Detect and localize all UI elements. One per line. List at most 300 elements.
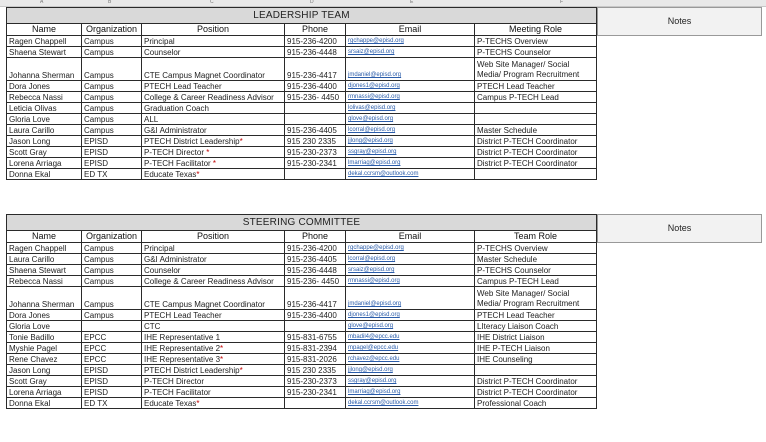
cell-role[interactable] — [475, 398, 597, 409]
cell-phone-text: 915-236-4200 — [287, 244, 337, 253]
cell-phone[interactable] — [285, 398, 346, 409]
table-row — [7, 147, 597, 158]
cell-email[interactable] — [346, 398, 475, 409]
cell-phone-text: 915-230-2373 — [287, 148, 337, 157]
cell-name[interactable] — [7, 365, 82, 376]
cell-name-text: Tonie Badillo — [9, 333, 55, 342]
cell-organization[interactable] — [82, 243, 142, 254]
cell-email-text: rgchappe@episd.org — [348, 38, 404, 44]
table-row — [7, 58, 597, 81]
cell-email[interactable] — [346, 254, 475, 265]
column-letter[interactable]: E — [410, 0, 414, 5]
table-row — [7, 136, 597, 147]
cell-name-text: Johanna Sherman — [9, 71, 75, 80]
cell-organization-text: Campus — [84, 244, 114, 253]
cell-organization[interactable] — [82, 147, 142, 158]
cell-organization-text: Campus — [84, 104, 114, 113]
cell-organization-text: Campus — [84, 255, 114, 264]
cell-email-text: mbadil4@epcc.edu — [348, 334, 400, 340]
cell-organization[interactable] — [82, 265, 142, 276]
header-position: Position — [142, 231, 285, 243]
cell-position[interactable] — [142, 287, 285, 310]
cell-organization[interactable] — [82, 276, 142, 287]
cell-position-text: College & Career Readiness Advisor — [144, 93, 274, 102]
cell-name-text: Jason Long — [9, 137, 51, 146]
cell-name-text: Laura Carillo — [9, 126, 55, 135]
cell-name[interactable] — [7, 58, 82, 81]
cell-phone[interactable] — [285, 265, 346, 276]
cell-name[interactable] — [7, 169, 82, 180]
cell-position[interactable] — [142, 81, 285, 92]
cell-position-text: Graduation Coach — [144, 104, 209, 113]
cell-email-text: jjlong@episd.org — [348, 367, 393, 373]
cell-email-text: srsaiz@episd.org — [348, 49, 395, 55]
header-position: Position — [142, 24, 285, 36]
cell-position-text: College & Career Readiness Advisor — [144, 277, 274, 286]
cell-role[interactable] — [475, 310, 597, 321]
column-letter[interactable]: A — [40, 0, 44, 5]
cell-name[interactable] — [7, 343, 82, 354]
cell-name[interactable] — [7, 332, 82, 343]
cell-name-text: Scott Gray — [9, 377, 47, 386]
cell-role[interactable] — [475, 276, 597, 287]
cell-phone[interactable] — [285, 243, 346, 254]
header-organization: Organization — [82, 231, 142, 243]
cell-role[interactable] — [475, 387, 597, 398]
cell-phone[interactable] — [285, 58, 346, 81]
cell-position-text: IHE Representative 2 — [144, 344, 221, 353]
cell-role[interactable] — [475, 81, 597, 92]
cell-email-text: jmdaniel@episd.org — [348, 301, 402, 307]
cell-role-text: P-TECHS Counselor — [477, 266, 551, 275]
cell-position[interactable] — [142, 103, 285, 114]
cell-position-text: G&I Administrator — [144, 126, 207, 135]
cell-role[interactable] — [475, 92, 597, 103]
table-row — [7, 287, 597, 310]
cell-email-text: dekal.ccrsm@outlook.com — [348, 171, 419, 177]
cell-role-text: Professional Coach — [477, 399, 547, 408]
cell-email-text: jmdaniel@episd.org — [348, 72, 402, 78]
cell-phone[interactable] — [285, 36, 346, 47]
asterisk-mark: * — [220, 344, 224, 353]
cell-phone-text: 915-831-2394 — [287, 344, 337, 353]
table-row — [7, 114, 597, 125]
cell-position-text: PTECH Lead Teacher — [144, 82, 222, 91]
cell-role-text: District P-TECH Coordinator — [477, 137, 578, 146]
table-row — [7, 92, 597, 103]
cell-position[interactable] — [142, 265, 285, 276]
cell-role-text: IHE P-TECH Liaison — [477, 344, 550, 353]
cell-role-text: Web Site Manager/ Social Media/ Program Recruitment — [477, 289, 580, 308]
cell-email[interactable] — [346, 125, 475, 136]
cell-role[interactable] — [475, 147, 597, 158]
cell-position-text: Educate Texas — [144, 170, 197, 179]
cell-organization-text: Campus — [84, 93, 114, 102]
cell-position[interactable] — [142, 114, 285, 125]
cell-email[interactable] — [346, 58, 475, 81]
cell-email-text: lmarriag@episd.org — [348, 160, 401, 166]
cell-email-text: lcorral@episd.org — [348, 256, 396, 262]
cell-position[interactable] — [142, 376, 285, 387]
cell-phone[interactable] — [285, 387, 346, 398]
steering-committee-table — [6, 214, 597, 409]
cell-organization-text: EPCC — [84, 333, 107, 342]
cell-phone[interactable] — [285, 321, 346, 332]
cell-phone-text: 915-236-4417 — [287, 300, 337, 309]
cell-email-text: ssgray@episd.org — [348, 378, 397, 384]
cell-role-text: Campus P-TECH Lead — [477, 277, 559, 286]
cell-name[interactable] — [7, 47, 82, 58]
cell-phone-text: 915-236-4400 — [287, 82, 337, 91]
cell-position[interactable] — [142, 36, 285, 47]
cell-organization-text: Campus — [84, 126, 114, 135]
cell-role-text: District P-TECH Coordinator — [477, 388, 578, 397]
cell-phone-text: 915-236- 4450 — [287, 93, 340, 102]
cell-phone[interactable] — [285, 125, 346, 136]
cell-phone[interactable] — [285, 103, 346, 114]
cell-phone[interactable] — [285, 376, 346, 387]
cell-phone[interactable] — [285, 310, 346, 321]
notes-header[interactable]: Notes — [597, 214, 762, 243]
cell-position[interactable] — [142, 58, 285, 81]
cell-name[interactable] — [7, 376, 82, 387]
cell-phone[interactable] — [285, 158, 346, 169]
cell-role[interactable] — [475, 376, 597, 387]
cell-role[interactable] — [475, 287, 597, 310]
cell-role[interactable] — [475, 332, 597, 343]
cell-name[interactable] — [7, 354, 82, 365]
cell-organization-text: Campus — [84, 300, 114, 309]
cell-phone[interactable] — [285, 92, 346, 103]
cell-organization[interactable] — [82, 47, 142, 58]
notes-header[interactable]: Notes — [597, 7, 762, 36]
cell-organization[interactable] — [82, 343, 142, 354]
cell-organization[interactable] — [82, 310, 142, 321]
cell-role-text: P-TECHS Overview — [477, 37, 548, 46]
header-phone: Phone — [285, 24, 346, 36]
cell-position-text: Counselor — [144, 48, 181, 57]
cell-organization[interactable] — [82, 354, 142, 365]
cell-organization[interactable] — [82, 136, 142, 147]
cell-organization-text: Campus — [84, 266, 114, 275]
cell-name-text: Dora Jones — [9, 82, 50, 91]
cell-position[interactable] — [142, 125, 285, 136]
cell-role[interactable] — [475, 321, 597, 332]
cell-organization-text: EPISD — [84, 377, 109, 386]
cell-organization-text: ED TX — [84, 170, 108, 179]
cell-email[interactable] — [346, 136, 475, 147]
cell-email[interactable] — [346, 276, 475, 287]
cell-role[interactable] — [475, 265, 597, 276]
cell-name[interactable] — [7, 254, 82, 265]
cell-position-text: PTECH District Leadership — [144, 366, 240, 375]
cell-position-text: P-TECH Facilitator — [144, 388, 211, 397]
cell-organization-text: ED TX — [84, 399, 108, 408]
cell-role[interactable] — [475, 103, 597, 114]
cell-phone-text: 915-236-4448 — [287, 48, 337, 57]
cell-position[interactable] — [142, 147, 285, 158]
cell-position[interactable] — [142, 92, 285, 103]
cell-phone[interactable] — [285, 287, 346, 310]
cell-phone-text: 915-831-6755 — [287, 333, 337, 342]
cell-name[interactable] — [7, 310, 82, 321]
cell-name-text: Leticia Olivas — [9, 104, 57, 113]
cell-phone-text: 915-236-4200 — [287, 37, 337, 46]
cell-organization[interactable] — [82, 287, 142, 310]
cell-email[interactable] — [346, 265, 475, 276]
cell-role[interactable] — [475, 243, 597, 254]
cell-name[interactable] — [7, 287, 82, 310]
cell-organization[interactable] — [82, 321, 142, 332]
cell-position[interactable] — [142, 354, 285, 365]
cell-email[interactable] — [346, 387, 475, 398]
cell-name[interactable] — [7, 92, 82, 103]
cell-position-text: G&I Administrator — [144, 255, 207, 264]
cell-role[interactable] — [475, 36, 597, 47]
cell-position[interactable] — [142, 365, 285, 376]
cell-email[interactable] — [346, 169, 475, 180]
cell-phone[interactable] — [285, 136, 346, 147]
cell-role[interactable] — [475, 158, 597, 169]
cell-name[interactable] — [7, 265, 82, 276]
cell-position-text: IHE Representative 1 — [144, 333, 221, 342]
cell-email[interactable] — [346, 81, 475, 92]
cell-role[interactable] — [475, 365, 597, 376]
cell-organization-text: Campus — [84, 311, 114, 320]
cell-position[interactable] — [142, 243, 285, 254]
cell-email[interactable] — [346, 343, 475, 354]
cell-email[interactable] — [346, 354, 475, 365]
cell-name[interactable] — [7, 387, 82, 398]
cell-position[interactable] — [142, 254, 285, 265]
cell-position[interactable] — [142, 398, 285, 409]
cell-position[interactable] — [142, 276, 285, 287]
cell-phone-text: 915-236-4448 — [287, 266, 337, 275]
cell-phone[interactable] — [285, 343, 346, 354]
cell-phone[interactable] — [285, 354, 346, 365]
table-row — [7, 169, 597, 180]
cell-phone-text: 915 230 2335 — [287, 366, 336, 375]
table-row — [7, 125, 597, 136]
header-phone: Phone — [285, 231, 346, 243]
asterisk-mark: * — [196, 170, 200, 179]
cell-role[interactable] — [475, 169, 597, 180]
table-row — [7, 36, 597, 47]
cell-organization[interactable] — [82, 103, 142, 114]
cell-role[interactable] — [475, 254, 597, 265]
table-row — [7, 365, 597, 376]
cell-position-text: PTECH Lead Teacher — [144, 311, 222, 320]
table-row — [7, 310, 597, 321]
table-row — [7, 321, 597, 332]
cell-organization[interactable] — [82, 92, 142, 103]
cell-position[interactable] — [142, 47, 285, 58]
asterisk-mark: * — [212, 159, 217, 168]
cell-phone-text: 915-831-2026 — [287, 355, 337, 364]
cell-organization[interactable] — [82, 332, 142, 343]
cell-role[interactable] — [475, 343, 597, 354]
column-letter[interactable]: C — [210, 0, 214, 5]
cell-organization[interactable] — [82, 398, 142, 409]
cell-position[interactable] — [142, 310, 285, 321]
cell-email[interactable] — [346, 332, 475, 343]
cell-organization-text: EPCC — [84, 344, 107, 353]
cell-organization[interactable] — [82, 365, 142, 376]
cell-name[interactable] — [7, 158, 82, 169]
cell-organization[interactable] — [82, 58, 142, 81]
cell-phone[interactable] — [285, 47, 346, 58]
cell-organization-text: EPISD — [84, 388, 109, 397]
cell-phone[interactable] — [285, 169, 346, 180]
cell-name[interactable] — [7, 321, 82, 332]
cell-phone[interactable] — [285, 276, 346, 287]
cell-email[interactable] — [346, 321, 475, 332]
cell-organization-text: Campus — [84, 115, 114, 124]
cell-email[interactable] — [346, 376, 475, 387]
table-row — [7, 343, 597, 354]
cell-organization[interactable] — [82, 387, 142, 398]
cell-email[interactable] — [346, 92, 475, 103]
cell-email-text: lolivas@episd.org — [348, 105, 396, 111]
cell-organization[interactable] — [82, 158, 142, 169]
cell-name[interactable] — [7, 103, 82, 114]
cell-organization-text: EPISD — [84, 148, 109, 157]
cell-role[interactable] — [475, 58, 597, 81]
cell-email-text: rmnassi@episd.org — [348, 94, 400, 100]
cell-position-text: CTC — [144, 322, 161, 331]
cell-name-text: Donna Ekal — [9, 170, 51, 179]
cell-phone[interactable] — [285, 332, 346, 343]
cell-phone-text: 915-236- 4450 — [287, 277, 340, 286]
cell-role-text: District P-TECH Coordinator — [477, 159, 578, 168]
cell-phone-text: 915-236-4405 — [287, 126, 337, 135]
cell-name[interactable] — [7, 125, 82, 136]
cell-email[interactable] — [346, 47, 475, 58]
column-letter[interactable]: B — [108, 0, 112, 5]
cell-email[interactable] — [346, 310, 475, 321]
asterisk-mark: * — [239, 366, 243, 375]
cell-phone-text: 915-236-4417 — [287, 71, 337, 80]
cell-position[interactable] — [142, 343, 285, 354]
cell-position-text: Principal — [144, 37, 175, 46]
cell-organization-text: EPCC — [84, 355, 107, 364]
cell-email-text: mpagel@epcc.edu — [348, 345, 399, 351]
cell-role[interactable] — [475, 114, 597, 125]
cell-email[interactable] — [346, 147, 475, 158]
cell-email[interactable] — [346, 103, 475, 114]
cell-phone[interactable] — [285, 365, 346, 376]
cell-position[interactable] — [142, 136, 285, 147]
column-header-strip — [0, 0, 766, 7]
cell-position[interactable] — [142, 321, 285, 332]
cell-phone[interactable] — [285, 147, 346, 158]
cell-email-text: dekal.ccrsm@outlook.com — [348, 400, 419, 406]
cell-organization-text: Campus — [84, 82, 114, 91]
cell-email[interactable] — [346, 243, 475, 254]
cell-organization[interactable] — [82, 169, 142, 180]
cell-email[interactable] — [346, 365, 475, 376]
cell-position-text: Principal — [144, 244, 175, 253]
cell-email[interactable] — [346, 114, 475, 125]
cell-phone[interactable] — [285, 81, 346, 92]
cell-organization-text: Campus — [84, 48, 114, 57]
cell-organization[interactable] — [82, 125, 142, 136]
header-name: Name — [7, 231, 82, 243]
cell-role-text: Master Schedule — [477, 255, 538, 264]
cell-position-text: CTE Campus Magnet Coordinator — [144, 71, 265, 80]
cell-name-text: Scott Gray — [9, 148, 47, 157]
cell-email-text: lcorral@episd.org — [348, 127, 396, 133]
table-row — [7, 81, 597, 92]
cell-position-text: IHE Representative 3 — [144, 355, 221, 364]
cell-phone-text: 915-230-2341 — [287, 388, 337, 397]
cell-organization[interactable] — [82, 81, 142, 92]
cell-phone-text: 915-236-4400 — [287, 311, 337, 320]
cell-name[interactable] — [7, 114, 82, 125]
cell-phone[interactable] — [285, 114, 346, 125]
cell-organization-text: Campus — [84, 37, 114, 46]
cell-position[interactable] — [142, 387, 285, 398]
cell-email[interactable] — [346, 287, 475, 310]
cell-organization[interactable] — [82, 114, 142, 125]
cell-organization[interactable] — [82, 376, 142, 387]
column-letter[interactable]: D — [310, 0, 314, 5]
table-row — [7, 243, 597, 254]
cell-name[interactable] — [7, 276, 82, 287]
cell-role-text: District P-TECH Coordinator — [477, 377, 578, 386]
header-row — [7, 231, 597, 243]
table-row — [7, 158, 597, 169]
cell-organization[interactable] — [82, 254, 142, 265]
table-row — [7, 354, 597, 365]
cell-role-text: Campus P-TECH Lead — [477, 93, 559, 102]
cell-phone[interactable] — [285, 254, 346, 265]
cell-email-text: djones1@episd.org — [348, 83, 400, 89]
cell-position[interactable] — [142, 169, 285, 180]
cell-name[interactable] — [7, 36, 82, 47]
cell-role[interactable] — [475, 354, 597, 365]
cell-position[interactable] — [142, 158, 285, 169]
cell-name[interactable] — [7, 398, 82, 409]
cell-role-text: PTECH Lead Teacher — [477, 311, 555, 320]
cell-position[interactable] — [142, 332, 285, 343]
cell-role[interactable] — [475, 47, 597, 58]
cell-role-text: IHE District Liaison — [477, 333, 545, 342]
table-row — [7, 254, 597, 265]
cell-role-text: District P-TECH Coordinator — [477, 148, 578, 157]
cell-organization-text: EPISD — [84, 366, 109, 375]
table-row — [7, 265, 597, 276]
cell-name[interactable] — [7, 243, 82, 254]
cell-email[interactable] — [346, 36, 475, 47]
column-letter[interactable]: F — [560, 0, 564, 5]
cell-phone-text: 915 230 2335 — [287, 137, 336, 146]
cell-name[interactable] — [7, 147, 82, 158]
header-email: Email — [346, 231, 475, 243]
cell-role[interactable] — [475, 136, 597, 147]
cell-email[interactable] — [346, 158, 475, 169]
cell-role[interactable] — [475, 125, 597, 136]
cell-name-text: Gloria Love — [9, 322, 50, 331]
cell-name-text: Laura Carillo — [9, 255, 55, 264]
cell-organization[interactable] — [82, 36, 142, 47]
cell-name[interactable] — [7, 136, 82, 147]
cell-name-text: Lorena Arriaga — [9, 159, 62, 168]
cell-name[interactable] — [7, 81, 82, 92]
cell-role-text: PTECH Lead Teacher — [477, 82, 555, 91]
asterisk-mark: * — [206, 148, 210, 157]
asterisk-mark: * — [220, 355, 224, 364]
